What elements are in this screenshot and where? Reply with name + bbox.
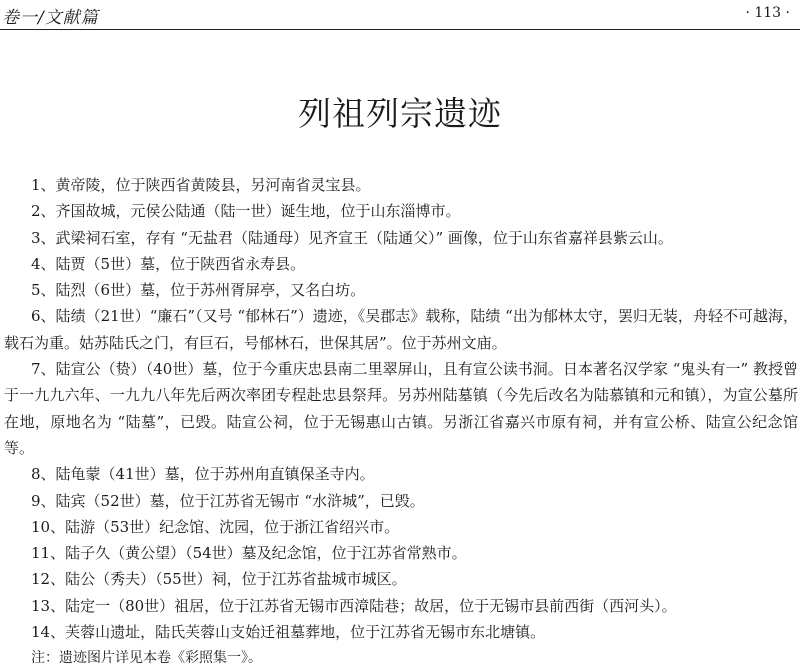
page-number: · 113 · xyxy=(745,5,790,21)
entry-list xyxy=(0,172,800,672)
running-header-section: 卷一/文献篇 xyxy=(2,8,99,28)
entry-12: 12、陆公（秀夫）（55世）祠，位于江苏省盐城市城区。 xyxy=(31,570,407,589)
chapter-title: 列祖列宗遗迹 xyxy=(298,94,502,133)
entry-2: 2、齐国故城，元侯公陆通（陆一世）诞生地，位于山东淄博市。 xyxy=(31,202,461,221)
entry-9: 9、陆宾（52世）墓，位于江苏省无锡市 “水浒城”，已毁。 xyxy=(31,491,425,510)
entry-5: 5、陆烈（6世）墓，位于苏州胥屏亭，又名白坊。 xyxy=(31,281,366,300)
entry-3: 3、武梁祠石室，存有 “无盐君（陆通母）见齐宣王（陆通父）” 画像，位于山东省嘉祥县紫云山。 xyxy=(31,228,673,247)
entry-4: 4、陆贾（5世）墓，位于陕西省永寿县。 xyxy=(31,254,306,273)
entry-11: 11、陆子久（黄公望）（54世）墓及纪念馆，位于江苏省常熟市。 xyxy=(31,544,467,563)
entry-10: 10、陆游（53世）纪念馆、沈园，位于浙江省绍兴市。 xyxy=(31,517,400,536)
entry-8: 8、陆龟蒙（41世）墓，位于苏州甪直镇保圣寺内。 xyxy=(31,465,375,484)
entry-14: 14、芙蓉山遗址，陆氏芙蓉山支始迁祖墓葬地，位于江苏省无锡市东北塘镇。 xyxy=(31,623,546,642)
footnote: 注：遗迹图片详见本卷《彩照集一》。 xyxy=(31,650,262,667)
entry-1: 1、黄帝陵，位于陕西省黄陵县，另河南省灵宝县。 xyxy=(31,176,371,194)
entry-7: 7、陆宣公（贽）（40世）墓，位于今重庆忠县南二里翠屏山，且有宣公读书洞。日本著名汉学家 “鬼头有一” 教授曾于一九九六年、一九九八年先后两次率团专程赴忠县祭拜。另苏州陆墓镇（今先后改名为陆慕镇和元和镇），为宣公墓所在地，原地名为 “陆墓”，已毁。陆宣公祠，位于无锡惠山古镇。另浙江省嘉兴市原有祠，并有宣公桥、陆宣公纪念馆等。 xyxy=(4,360,798,457)
entry-13: 13、陆定一（80世）祖居，位于江苏省无锡市西漳陆巷；故居，位于无锡市县前西街（西河头）。 xyxy=(31,596,677,615)
entry-6: 6、陆绩（21世）“廉石”（又号 “郁林石”）遗迹，《吴郡志》载称，陆绩 “出为郁林太守，罢归无装，舟轻不可越海，载石为重。姑苏陆氏之门，有巨石，号郁林石，世保其居”。位于苏州文庙。 xyxy=(4,307,798,352)
running-header xyxy=(0,0,800,30)
